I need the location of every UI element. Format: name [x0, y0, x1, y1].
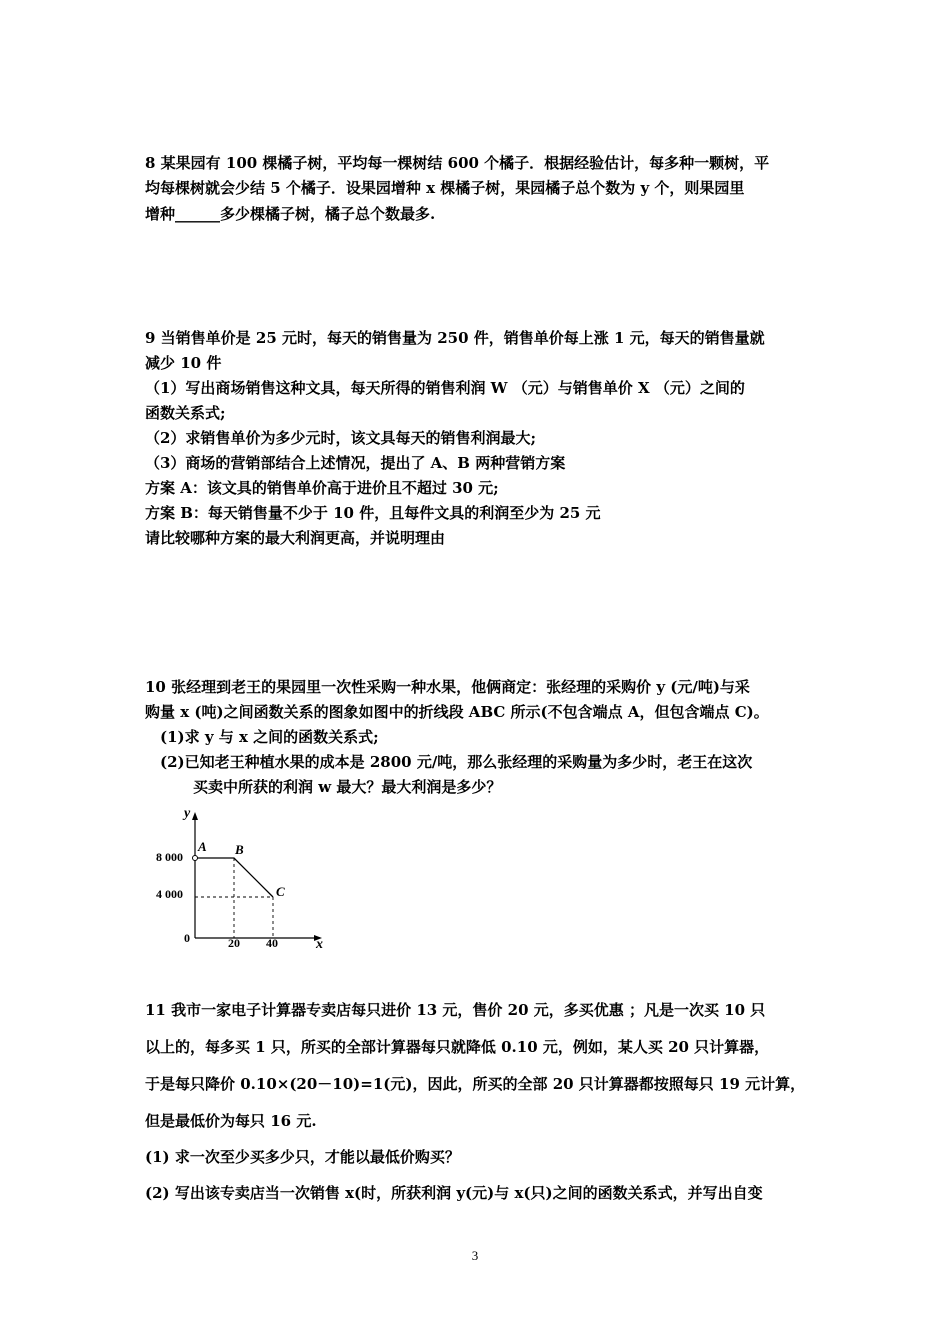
page-number: 3: [471, 1248, 479, 1263]
q11-line6: (2) 写出该专卖店当一次销售 x(时，所获利润 y(元)与 x(只)之间的函数关系式，并写出自变: [145, 1184, 763, 1202]
q10-line5: 买卖中所获的利润 w 最大？最大利润是多少？: [193, 778, 502, 796]
y-tick-8000: 8 000: [156, 850, 183, 864]
q9-line9: 请比较哪种方案的最大利润更高，并说明理由: [145, 529, 446, 547]
price-graph: [150, 800, 340, 960]
q10-line4: (2)已知老王种植水果的成本是 2800 元/吨，那么张经理的采购量为多少时，老王在这次: [160, 753, 753, 771]
q10-line3: (1)求 y 与 x 之间的函数关系式;: [160, 728, 379, 746]
point-b-label: B: [235, 842, 244, 857]
point-c-label: C: [276, 884, 285, 899]
q11-line2: 以上的，每多买 1 只，所买的全部计算器每只就降低 0.10 元，例如，某人买 20 只计算器，: [145, 1038, 770, 1056]
q9-line4: 函数关系式;: [145, 404, 226, 422]
x-tick-40: 40: [266, 936, 278, 950]
point-a-label: A: [198, 839, 207, 854]
point-a-open: [193, 856, 198, 861]
q10-line2: 购量 x (吨)之间函数关系的图象如图中的折线段 ABC 所示(不包含端点 A，但包含端点 C)。: [145, 703, 769, 721]
q11-line4: 但是最低价为每只 16 元.: [145, 1112, 317, 1130]
q9-line6: （3）商场的营销部结合上述情况，提出了 A、B 两种营销方案: [145, 454, 566, 472]
q10-line1: 10 张经理到老王的果园里一次性采购一种水果，他俩商定：张经理的采购价 y (元/吨)与采: [145, 678, 750, 696]
q11-line5: (1) 求一次至少买多少只，才能以最低价购买？: [145, 1148, 460, 1166]
y-axis-label: y: [184, 806, 191, 821]
x-axis-label: x: [316, 937, 323, 952]
q9-line7: 方案 A：该文具的销售单价高于进价且不超过 30 元;: [145, 479, 499, 497]
q11-line3: 于是每只降价 0.10×(20－10)=1(元)，因此，所买的全部 20 只计算器都按照每只 19 元计算，: [145, 1075, 806, 1093]
q9-line5: （2）求销售单价为多少元时，该文具每天的销售利润最大;: [145, 429, 536, 447]
y-tick-4000: 4 000: [156, 887, 183, 901]
y-axis-arrow: [192, 812, 198, 820]
q9-line3: （1）写出商场销售这种文具，每天所得的销售利润 W （元）与销售单价 X （元）之间的: [145, 379, 745, 397]
q8-line1: 8 某果园有 100 棵橘子树，平均每一棵树结 600 个橘子．根据经验估计，每多种一颗树，平: [145, 154, 770, 172]
q8-line2: 均每棵树就会少结 5 个橘子．设果园增种 x 棵橘子树，果园橘子总个数为 y 个，则果园里: [145, 179, 745, 197]
q8-line3: 增种______多少棵橘子树，橘子总个数最多.: [145, 205, 436, 223]
x-tick-20: 20: [228, 936, 240, 950]
q9-line8: 方案 B：每天销售量不少于 10 件，且每件文具的利润至少为 25 元: [145, 504, 601, 522]
q9-line2: 减少 10 件: [145, 354, 222, 372]
q11-line1: 11 我市一家电子计算器专卖店每只进价 13 元，售价 20 元，多买优惠 ；凡是一次买 10 只: [145, 1001, 766, 1019]
q9-line1: 9 当销售单价是 25 元时，每天的销售量为 250 件，销售单价每上涨 1 元，每天的销售量就: [145, 329, 765, 347]
origin-label: 0: [184, 931, 190, 945]
